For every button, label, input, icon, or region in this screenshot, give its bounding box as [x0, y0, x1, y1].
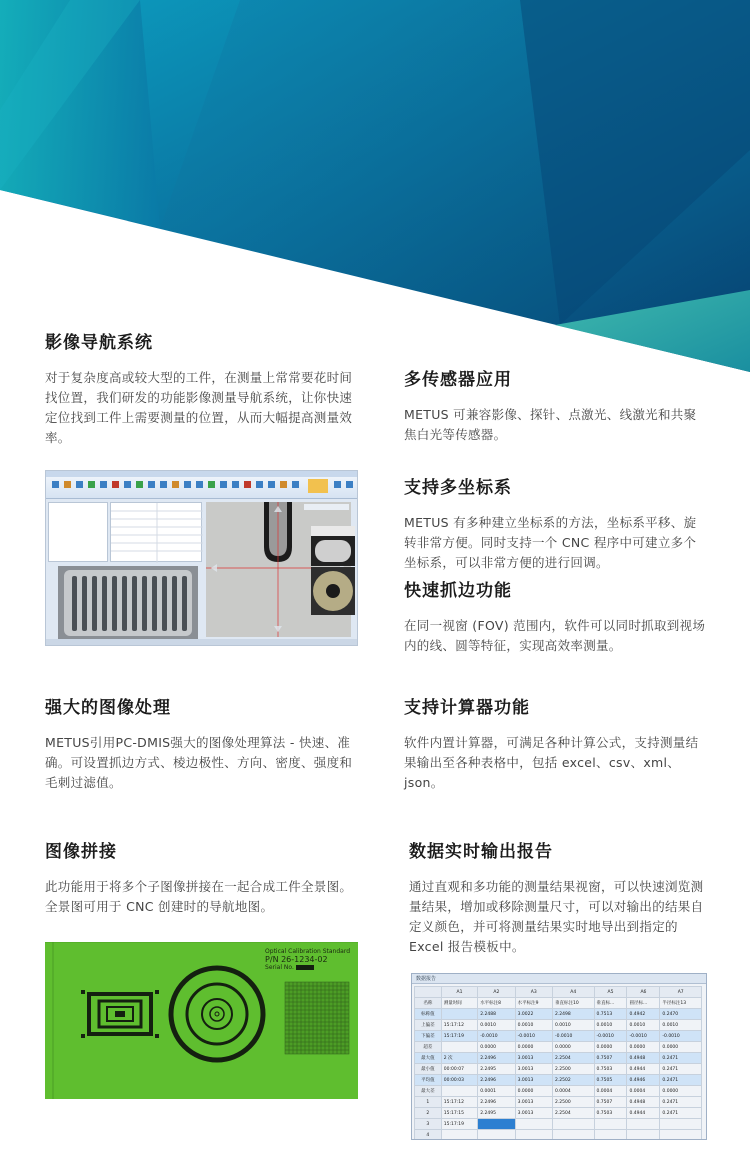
- circle-thumbnail: [311, 567, 355, 615]
- part-image: [58, 566, 198, 641]
- table-cell[interactable]: 15:17:15: [441, 1108, 477, 1119]
- table-cell[interactable]: 2.2504: [552, 1108, 594, 1119]
- table-cell[interactable]: 15:17:12: [441, 1020, 477, 1031]
- table-cell[interactable]: [441, 1042, 477, 1053]
- table-cell[interactable]: 0.0010: [594, 1020, 627, 1031]
- table-cell[interactable]: [478, 1119, 515, 1130]
- report-window-title: 数据报告: [412, 974, 706, 984]
- table-cell[interactable]: -0.0010: [552, 1031, 594, 1042]
- table-cell[interactable]: 0.0004: [552, 1086, 594, 1097]
- section-image-stitching: [45, 841, 363, 917]
- section-title: 影像导航系统: [45, 333, 153, 353]
- table-cell[interactable]: [552, 1130, 594, 1141]
- table-cell[interactable]: [515, 1130, 552, 1141]
- column-header[interactable]: A3: [515, 987, 552, 998]
- table-cell[interactable]: 2.2495: [478, 1108, 515, 1119]
- table-cell[interactable]: [660, 1119, 702, 1130]
- software-screenshot: [45, 470, 358, 646]
- table-cell[interactable]: 3.0013: [515, 1108, 552, 1119]
- table-cell[interactable]: 2: [415, 1108, 442, 1119]
- table-cell[interactable]: 2.2504: [552, 1053, 594, 1064]
- table-cell[interactable]: 0.0000: [515, 1042, 552, 1053]
- table-cell[interactable]: 2.2502: [552, 1075, 594, 1086]
- table-cell[interactable]: 0.0000: [660, 1086, 702, 1097]
- section-body: 此功能用于将多个子图像拼接在一起合成工件全景图。全景图可用于 CNC 创建时的导航地图。: [45, 879, 353, 914]
- table-cell[interactable]: 0.4948: [627, 1097, 660, 1108]
- table-cell[interactable]: [441, 1086, 477, 1097]
- table-cell[interactable]: 0.0000: [660, 1042, 702, 1053]
- table-cell[interactable]: 0.0000: [515, 1086, 552, 1097]
- table-cell[interactable]: 最大值: [415, 1053, 442, 1064]
- hero-banner: [0, 0, 750, 380]
- table-cell[interactable]: 名称: [415, 998, 442, 1009]
- table-row[interactable]: [415, 1097, 702, 1108]
- table-cell[interactable]: 0.4946: [627, 1075, 660, 1086]
- serial-value-box: [296, 965, 314, 970]
- section-multi-sensor: [404, 369, 709, 445]
- table-cell[interactable]: 3.0013: [515, 1075, 552, 1086]
- table-row[interactable]: [415, 998, 702, 1009]
- section-body: 通过直观和多功能的测量结果视窗，可以快速浏览测量结果，增加或移除测量尺寸，可以对输出的结果自定义颜色，并可将测量结果实时地导出到指定的 Excel 报告模板中。: [409, 879, 704, 954]
- table-cell[interactable]: 15:17:12: [441, 1097, 477, 1108]
- table-cell[interactable]: 2.2496: [478, 1053, 515, 1064]
- report-table: [414, 986, 702, 1140]
- table-cell[interactable]: -0.0010: [594, 1031, 627, 1042]
- table-row[interactable]: [415, 1119, 702, 1130]
- table-cell[interactable]: 3.0013: [515, 1064, 552, 1075]
- table-cell[interactable]: 最小值: [415, 1064, 442, 1075]
- table-cell[interactable]: 上偏差: [415, 1020, 442, 1031]
- section-body: METUS 有多种建立坐标系的方法，坐标系平移、旋转非常方便。同时支持一个 CNC 程序中可建立多个坐标系，可以非常方便的进行回调。: [404, 515, 697, 570]
- column-header[interactable]: A7: [660, 987, 702, 998]
- table-row[interactable]: [415, 1009, 702, 1020]
- table-cell[interactable]: 0.7503: [594, 1064, 627, 1075]
- side-thumbnail: [311, 526, 355, 566]
- table-cell[interactable]: 0.0010: [478, 1020, 515, 1031]
- section-title: 支持计算器功能: [404, 698, 530, 718]
- property-panel: [110, 502, 202, 562]
- section-body: 对于复杂度高或较大型的工件，在测量上常常要花时间找位置，我们研发的功能影像测量导航系统，让你快速定位找到工件上需要测量的位置，从而大幅提高测量效率。: [45, 370, 353, 445]
- section-fast-edge: [404, 580, 709, 656]
- section-body: 软件内置计算器，可满足各种计算公式，支持测量结果输出至各种表格中，包括 excel、csv、xml、json。: [404, 735, 699, 790]
- column-header[interactable]: A1: [441, 987, 477, 998]
- table-cell[interactable]: 0.7507: [594, 1097, 627, 1108]
- table-cell[interactable]: 半径标注13: [660, 998, 702, 1009]
- section-calculator: [404, 697, 709, 793]
- table-cell[interactable]: 下偏差: [415, 1031, 442, 1042]
- table-cell[interactable]: 垂直标...: [594, 998, 627, 1009]
- section-body: METUS 可兼容影像、探针、点激光、线激光和共聚焦白光等传感器。: [404, 407, 697, 442]
- table-cell[interactable]: 平均值: [415, 1075, 442, 1086]
- table-cell[interactable]: 2.2488: [478, 1009, 515, 1020]
- column-header[interactable]: A5: [594, 987, 627, 998]
- feature-tree-panel: [48, 502, 108, 562]
- table-row[interactable]: [415, 1130, 702, 1141]
- table-cell[interactable]: -0.0010: [478, 1031, 515, 1042]
- section-body: 在同一视窗 (FOV) 范围内，软件可以同时抓取到视场内的线、圆等特征，实现高效率测量。: [404, 618, 706, 653]
- table-row[interactable]: [415, 1053, 702, 1064]
- table-cell[interactable]: 圆径标...: [627, 998, 660, 1009]
- table-cell[interactable]: 0.2471: [660, 1097, 702, 1108]
- table-cell[interactable]: -0.0010: [515, 1031, 552, 1042]
- calibration-label-pn: P/N 26-1234-02: [265, 955, 328, 964]
- table-cell[interactable]: 0.7513: [594, 1009, 627, 1020]
- table-cell[interactable]: 0.0004: [594, 1086, 627, 1097]
- table-cell[interactable]: 00:00:07: [441, 1064, 477, 1075]
- column-header[interactable]: A4: [552, 987, 594, 998]
- table-row[interactable]: [415, 1108, 702, 1119]
- table-cell[interactable]: 水平标注9: [515, 998, 552, 1009]
- table-cell[interactable]: 0.0000: [478, 1042, 515, 1053]
- table-cell[interactable]: 15:17:19: [441, 1031, 477, 1042]
- serial-label: Serial No.: [265, 964, 294, 971]
- section-realtime-report: [409, 841, 709, 957]
- column-header[interactable]: [415, 987, 442, 998]
- table-cell[interactable]: [627, 1119, 660, 1130]
- calibration-label-title: Optical Calibration Standard: [265, 948, 350, 955]
- stitched-calibration-image: [45, 942, 358, 1099]
- section-title: 多传感器应用: [404, 370, 512, 390]
- table-cell[interactable]: 3.0022: [515, 1009, 552, 1020]
- table-cell[interactable]: 0.2471: [660, 1053, 702, 1064]
- table-cell[interactable]: [515, 1119, 552, 1130]
- table-cell[interactable]: 0.4944: [627, 1108, 660, 1119]
- calibration-label-serial: [265, 964, 350, 971]
- table-row[interactable]: [415, 1020, 702, 1031]
- table-cell[interactable]: 0.0001: [478, 1086, 515, 1097]
- column-header[interactable]: A2: [478, 987, 515, 998]
- table-cell[interactable]: 0.0000: [627, 1042, 660, 1053]
- section-title: 数据实时输出报告: [409, 842, 553, 862]
- table-cell[interactable]: 4: [415, 1130, 442, 1141]
- table-row[interactable]: [415, 1042, 702, 1053]
- table-cell[interactable]: [441, 1130, 477, 1141]
- table-cell[interactable]: 00:00:03: [441, 1075, 477, 1086]
- table-row[interactable]: [415, 1075, 702, 1086]
- table-cell[interactable]: 0.4942: [627, 1009, 660, 1020]
- table-cell[interactable]: [552, 1119, 594, 1130]
- table-cell[interactable]: [660, 1130, 702, 1141]
- software-ribbon: [46, 471, 357, 499]
- table-cell[interactable]: 最大差: [415, 1086, 442, 1097]
- table-cell[interactable]: 0.0010: [627, 1020, 660, 1031]
- table-cell[interactable]: 0.0010: [660, 1020, 702, 1031]
- table-cell[interactable]: 0.0000: [552, 1042, 594, 1053]
- table-cell[interactable]: 0.0010: [552, 1020, 594, 1031]
- report-header-row: [415, 987, 702, 998]
- report-table-screenshot: [411, 973, 707, 1140]
- table-cell[interactable]: 超差: [415, 1042, 442, 1053]
- section-title: 强大的图像处理: [45, 698, 171, 718]
- table-cell[interactable]: 15:17:19: [441, 1119, 477, 1130]
- table-cell[interactable]: 0.0004: [627, 1086, 660, 1097]
- table-cell[interactable]: 0.0010: [515, 1020, 552, 1031]
- table-cell[interactable]: [441, 1009, 477, 1020]
- table-cell[interactable]: 测量时间: [441, 998, 477, 1009]
- section-image-processing: [45, 697, 363, 793]
- table-cell[interactable]: [627, 1130, 660, 1141]
- table-cell[interactable]: 2 次: [441, 1053, 477, 1064]
- calibration-label: [265, 948, 350, 971]
- table-cell[interactable]: 0.2471: [660, 1075, 702, 1086]
- table-cell[interactable]: 垂直标注10: [552, 998, 594, 1009]
- table-cell[interactable]: 0.7507: [594, 1053, 627, 1064]
- table-cell[interactable]: 0.7503: [594, 1108, 627, 1119]
- section-title: 图像拼接: [45, 842, 117, 862]
- section-title: 快速抓边功能: [404, 581, 512, 601]
- table-cell[interactable]: 2.2496: [478, 1075, 515, 1086]
- table-cell[interactable]: 0.4944: [627, 1064, 660, 1075]
- table-cell[interactable]: -0.0010: [627, 1031, 660, 1042]
- table-cell[interactable]: 0.2471: [660, 1064, 702, 1075]
- section-body: METUS引用PC-DMIS强大的图像处理算法 - 快速、准确。可设置抓边方式、棱边极性、方向、密度、强度和毛刺过滤值。: [45, 735, 353, 790]
- table-cell[interactable]: 3.0013: [515, 1053, 552, 1064]
- table-cell[interactable]: [594, 1119, 627, 1130]
- table-cell[interactable]: 2.2500: [552, 1097, 594, 1108]
- table-cell[interactable]: 0.4948: [627, 1053, 660, 1064]
- table-cell[interactable]: 1: [415, 1097, 442, 1108]
- column-header[interactable]: A6: [627, 987, 660, 998]
- section-image-navigation: [45, 332, 363, 448]
- table-row[interactable]: [415, 1064, 702, 1075]
- table-cell[interactable]: 0.2470: [660, 1009, 702, 1020]
- table-cell[interactable]: -0.0010: [660, 1031, 702, 1042]
- table-cell[interactable]: [594, 1130, 627, 1141]
- table-cell[interactable]: 0.0000: [594, 1042, 627, 1053]
- table-row[interactable]: [415, 1086, 702, 1097]
- table-cell[interactable]: 2.2495: [478, 1064, 515, 1075]
- table-cell[interactable]: [478, 1130, 515, 1141]
- section-title: 支持多坐标系: [404, 478, 512, 498]
- table-cell[interactable]: 2.2498: [552, 1009, 594, 1020]
- table-cell[interactable]: 0.7505: [594, 1075, 627, 1086]
- table-cell[interactable]: 2.2496: [478, 1097, 515, 1108]
- table-cell[interactable]: 2.2500: [552, 1064, 594, 1075]
- table-cell[interactable]: 3: [415, 1119, 442, 1130]
- table-cell[interactable]: 水平标注8: [478, 998, 515, 1009]
- section-multi-coordinate: [404, 477, 709, 573]
- table-cell[interactable]: 标称值: [415, 1009, 442, 1020]
- table-cell[interactable]: 3.0013: [515, 1097, 552, 1108]
- table-cell[interactable]: 0.2471: [660, 1108, 702, 1119]
- table-row[interactable]: [415, 1031, 702, 1042]
